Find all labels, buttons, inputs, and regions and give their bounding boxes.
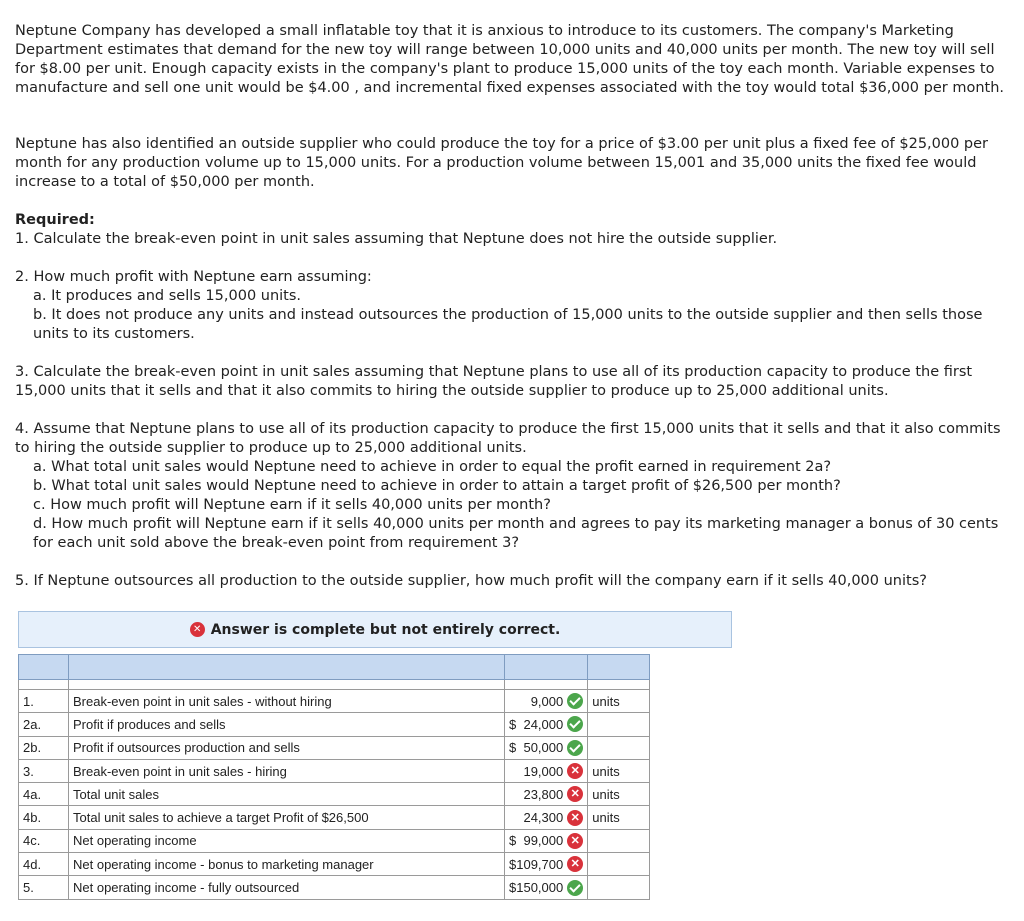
incorrect-x-icon: ✕ — [567, 833, 583, 849]
answer-label: Net operating income - fully outsourced — [69, 876, 505, 899]
answer-input[interactable] — [505, 759, 588, 782]
answer-input[interactable] — [505, 829, 588, 852]
table-row — [19, 759, 650, 782]
question-2b: b. It does not produce any units and instead outsources the production of 15,000 units to the outside supplier and then sells those units to its customers. — [33, 307, 983, 342]
problem-paragraph-1: Neptune Company has developed a small inflatable toy that it is anxious to introduce to its customers. The company's Marketing Department estimates that demand for the new toy will range between 10,000 units and 40,000 units per month. The new toy will sell for $8.00 per unit. Enough capacity exists in the company's plant to produce 15,000 units of the toy each month. Variable expenses to manufacture and sell one unit would be $4.00 , and incremental fixed expenses associated with the toy would total $36,000 per month. — [15, 23, 1005, 96]
answer-table — [18, 654, 650, 900]
requirement-number: 2a. — [19, 713, 69, 736]
correct-check-icon — [567, 693, 583, 709]
question-4c: c. How much profit will Neptune earn if it sells 40,000 units per month? — [33, 497, 551, 513]
question-2: 2. How much profit with Neptune earn assuming: — [15, 269, 372, 285]
correct-check-icon — [567, 880, 583, 896]
answer-input[interactable] — [505, 853, 588, 876]
problem-paragraph-2: Neptune has also identified an outside supplier who could produce the toy for a price of $3.00 per unit plus a fixed fee of $25,000 per month for any production volume up to 15,000 units. For a production volume between 15,001 and 35,000 units the fixed fee would increase to a total of $50,000 per month. — [15, 136, 989, 190]
question-4: 4. Assume that Neptune plans to use all of its production capacity to produce the first 15,000 units that it sells and that it also commits to hiring the outside supplier to produce up to 25,000 additional units. — [15, 421, 1001, 456]
table-row — [19, 783, 650, 806]
answer-label: Break-even point in unit sales - without hiring — [69, 690, 505, 713]
answer-label: Net operating income — [69, 829, 505, 852]
feedback-banner — [18, 611, 732, 648]
question-5: 5. If Neptune outsources all production to the outside supplier, how much profit will the company earn if it sells 40,000 units? — [15, 573, 927, 589]
table-row — [19, 829, 650, 852]
question-4a: a. What total unit sales would Neptune need to achieve in order to equal the profit earned in requirement 2a? — [33, 459, 832, 475]
table-row — [19, 690, 650, 713]
feedback-text: Answer is complete but not entirely correct. — [210, 621, 561, 638]
answer-value: 109,700 — [516, 856, 564, 872]
answer-label: Total unit sales — [69, 783, 505, 806]
question-4b: b. What total unit sales would Neptune need to achieve in order to attain a target profit of $26,500 per month? — [33, 478, 841, 494]
requirement-number: 5. — [19, 876, 69, 899]
answer-input[interactable] — [505, 736, 588, 759]
answer-value: 23,800 — [523, 786, 564, 802]
incorrect-icon: ✕ — [190, 622, 205, 637]
unit-label — [588, 853, 650, 876]
unit-label: units — [588, 759, 650, 782]
answer-label: Total unit sales to achieve a target Profit of $26,500 — [69, 806, 505, 829]
table-row — [19, 806, 650, 829]
answer-label: Net operating income - bonus to marketing manager — [69, 853, 505, 876]
requirement-number: 4d. — [19, 853, 69, 876]
question-3: 3. Calculate the break-even point in unit sales assuming that Neptune plans to use all of its production capacity to produce the first 15,000 units that it sells and that it also commits to hiring the outside supplier to produce up to 25,000 additional units. — [15, 364, 973, 399]
requirement-number: 4a. — [19, 783, 69, 806]
requirement-number: 1. — [19, 690, 69, 713]
unit-label — [588, 876, 650, 899]
incorrect-x-icon: ✕ — [567, 763, 583, 779]
correct-check-icon — [567, 716, 583, 732]
question-2a: a. It produces and sells 15,000 units. — [33, 288, 302, 304]
answer-input[interactable] — [505, 690, 588, 713]
required-heading: Required: — [15, 212, 95, 228]
incorrect-x-icon: ✕ — [567, 856, 583, 872]
answer-value: 24,300 — [523, 810, 564, 826]
answer-value: 9,000 — [530, 693, 564, 709]
table-row — [19, 713, 650, 736]
table-row — [19, 736, 650, 759]
currency-symbol: $ — [509, 740, 517, 756]
answer-rows — [19, 690, 650, 900]
unit-label: units — [588, 690, 650, 713]
requirement-number: 3. — [19, 759, 69, 782]
answer-label: Profit if produces and sells — [69, 713, 505, 736]
incorrect-x-icon: ✕ — [567, 786, 583, 802]
answer-input[interactable] — [505, 713, 588, 736]
requirement-number: 4b. — [19, 806, 69, 829]
answer-value: 99,000 — [523, 833, 564, 849]
currency-symbol: $ — [509, 833, 517, 849]
question-4d: d. How much profit will Neptune earn if it sells 40,000 units per month and agrees to pay its marketing manager a bonus of 30 cents for each unit sold above the break-even point from requirement 3? — [33, 516, 999, 551]
unit-label: units — [588, 806, 650, 829]
requirement-number: 4c. — [19, 829, 69, 852]
question-1: 1. Calculate the break-even point in unit sales assuming that Neptune does not hire the outside supplier. — [15, 231, 778, 247]
answer-label: Profit if outsources production and sells — [69, 736, 505, 759]
answer-input[interactable] — [505, 783, 588, 806]
table-row — [19, 876, 650, 899]
answer-table-header — [19, 655, 650, 680]
currency-symbol: $ — [509, 856, 517, 872]
answer-value: 19,000 — [523, 763, 564, 779]
table-row — [19, 853, 650, 876]
requirement-number: 2b. — [19, 736, 69, 759]
currency-symbol: $ — [509, 716, 517, 732]
correct-check-icon — [567, 740, 583, 756]
answer-value: 150,000 — [516, 880, 564, 896]
incorrect-x-icon: ✕ — [567, 810, 583, 826]
currency-symbol: $ — [509, 880, 517, 896]
answer-input[interactable] — [505, 876, 588, 899]
answer-value: 50,000 — [523, 740, 564, 756]
unit-label — [588, 736, 650, 759]
answer-value: 24,000 — [523, 716, 564, 732]
answer-label: Break-even point in unit sales - hiring — [69, 759, 505, 782]
unit-label — [588, 829, 650, 852]
answer-input[interactable] — [505, 806, 588, 829]
unit-label: units — [588, 783, 650, 806]
unit-label — [588, 713, 650, 736]
